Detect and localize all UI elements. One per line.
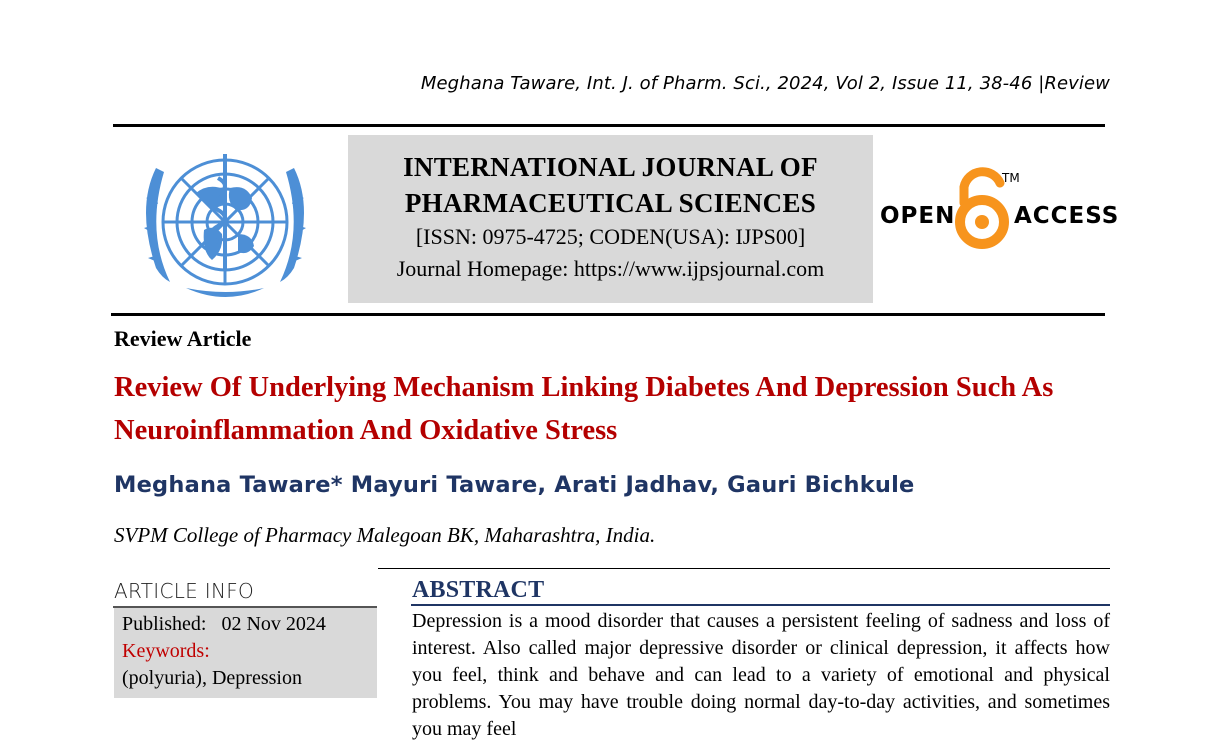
journal-issn: [ISSN: 0975-4725; CODEN(USA): IJPS00] (415, 224, 806, 249)
published-label: Published: (122, 613, 207, 635)
article-info-box (114, 608, 377, 698)
open-access-left-word: OPEN (880, 203, 956, 229)
section-divider (378, 568, 1110, 569)
header-rule-top (113, 124, 1105, 127)
open-access-right-word: ACCESS (1014, 203, 1120, 229)
open-access-trademark: TM (1002, 171, 1020, 185)
journal-homepage: Journal Homepage: https://www.ijpsjournal.com (396, 256, 825, 281)
journal-title-line2: PHARMACEUTICAL SCIENCES (404, 188, 817, 218)
article-authors: Meghana Taware* Mayuri Taware, Arati Jadhav, Gauri Bichkule (114, 472, 915, 498)
journal-title-line1: INTERNATIONAL JOURNAL OF (403, 152, 818, 182)
article-type-label: Review Article (114, 326, 252, 351)
article-info-heading: ARTICLE INFO (114, 579, 255, 603)
keywords-label: Keywords: (122, 640, 210, 662)
open-access-logo (880, 165, 1120, 255)
header-rule-bottom (111, 313, 1105, 316)
article-title: Review Of Underlying Mechanism Linking Diabetes And Depression Such As Neuroinflammation And Oxidative Stress (114, 372, 1054, 446)
published-date: 02 Nov 2024 (221, 613, 326, 635)
author-affiliation: SVPM College of Pharmacy Malegoan BK, Maharashtra, India. (114, 523, 656, 547)
keywords-value: (polyuria), Depression (122, 667, 302, 689)
abstract-heading: ABSTRACT (412, 577, 545, 603)
abstract-rule (411, 604, 1110, 606)
published-row (122, 611, 377, 638)
abstract-body: Depression is a mood disorder that causes a persistent feeling of sadness and loss of interest. Also called major depressive disorder or clinical depression, it affects how you feel, think and behave and can lead to a variety of emotional and physical problems. You may have trouble doing normal day-to-day activities, and sometimes you may feel (412, 610, 1110, 740)
padlock-icon (960, 172, 1004, 244)
journal-emblem-logo (126, 138, 324, 308)
journal-title-box (348, 135, 873, 303)
citation-header: Meghana Taware, Int. J. of Pharm. Sci., 2024, Vol 2, Issue 11, 38-46 |Review (420, 73, 1110, 94)
